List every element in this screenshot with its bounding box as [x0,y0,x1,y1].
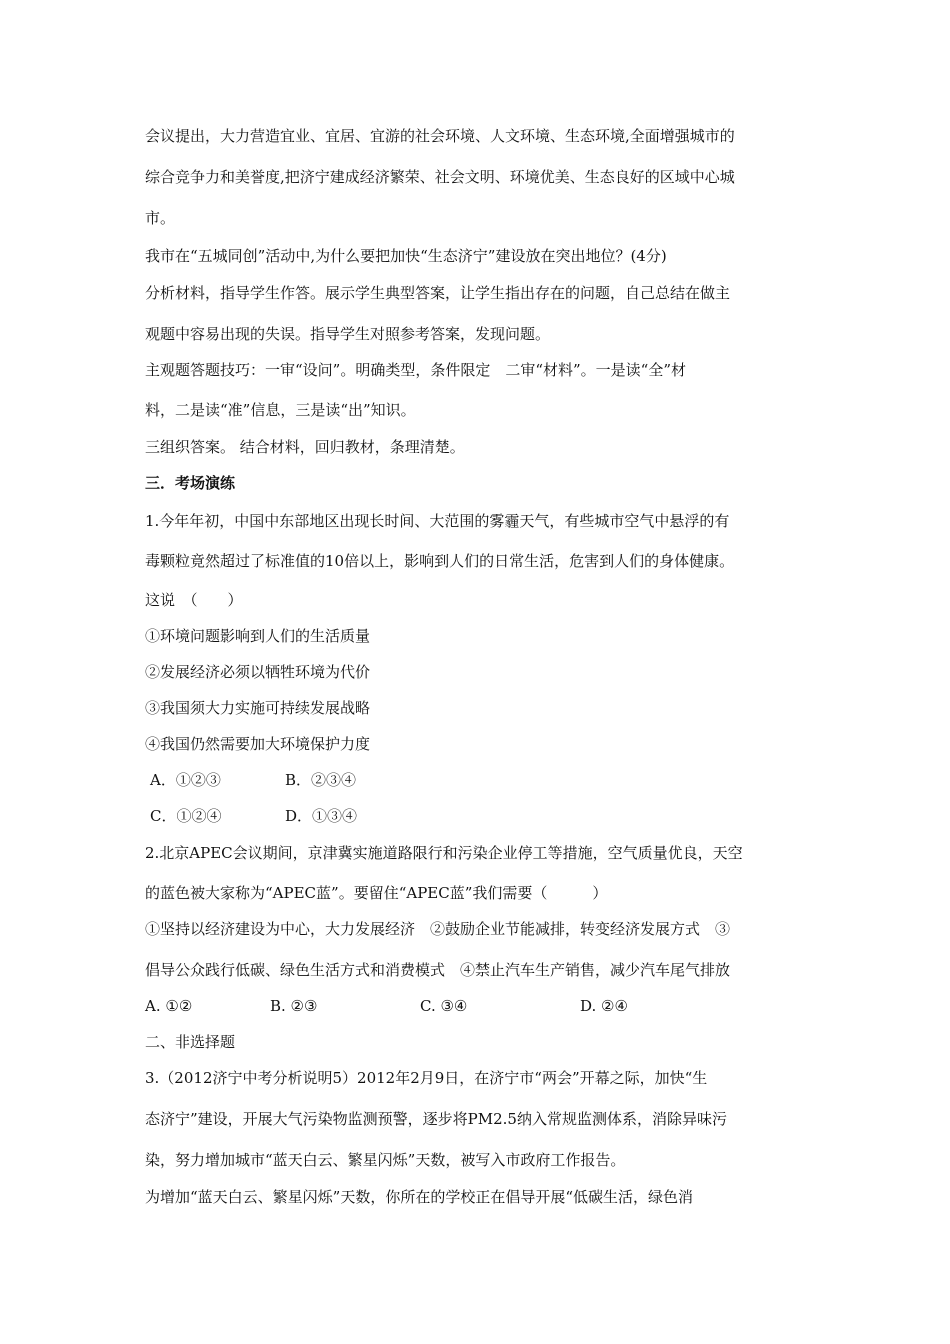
statement-item: ④我国仍然需要加大环境保护力度 [145,735,371,753]
question-stem: 为增加“蓝天白云、繁星闪烁”天数，你所在的学校正在倡导开展“低碳生活，绿色消 [145,1188,694,1206]
paragraph-line: 分析材料，指导学生作答。展示学生典型答案，让学生指出存在的问题，自己总结在做主 [145,284,731,302]
question-stem: 这说 （ ） [145,591,243,609]
statement-item: ②发展经济必须以牺牲环境为代价 [145,663,371,681]
section-heading: 三．考场演练 [145,474,236,492]
option-a: A. ①② [145,997,193,1015]
question-stem: 的蓝色被大家称为“APEC蓝”。要留住“APEC蓝”我们需要（ ） [145,884,608,902]
question-stem: 态济宁”建设，开展大气污染物监测预警，逐步将PM2.5纳入常规监测体系，消除异味污 [145,1110,727,1128]
option-c: C．①②④ [150,807,222,825]
question-stem: 毒颗粒竟然超过了标准值的10倍以上，影响到人们的日常生活，危害到人们的身体健康。 [145,552,735,570]
section-heading: 二、非选择题 [145,1033,236,1051]
question-stem: 倡导公众践行低碳、绿色生活方式和消费模式 ④禁止汽车生产销售，减少汽车尾气排放 [145,961,731,979]
paragraph-line: 三组织答案。 结合材料，回归教材，条理清楚。 [145,438,465,456]
option-b: B. ②③ [270,997,318,1015]
option-d: D. ②④ [580,997,628,1015]
question-prompt: 我市在“五城同创”活动中,为什么要把加快“生态济宁”建设放在突出地位？(4分) [145,247,667,265]
statement-item: ①环境问题影响到人们的生活质量 [145,627,371,645]
option-b: B．②③④ [285,771,357,789]
question-stem: 1.今年年初，中国中东部地区出现长时间、大范围的雾霾天气，有些城市空气中悬浮的有 [145,512,730,530]
paragraph-line: 会议提出，大力营造宜业、宜居、宜游的社会环境、人文环境、生态环境,全面增强城市的 [145,127,735,145]
paragraph-line: 主观题答题技巧：一审“设问”。明确类型，条件限定 二审“材料”。一是读“全”材 [145,361,687,379]
question-stem: 染，努力增加城市“蓝天白云、繁星闪烁”天数，被写入市政府工作报告。 [145,1151,626,1169]
option-a: A．①②③ [150,771,221,789]
paragraph-line: 料，二是读“准”信息，三是读“出”知识。 [145,401,416,419]
option-c: C. ③④ [420,997,468,1015]
question-stem: 3.（2012济宁中考分析说明5）2012年2月9日，在济宁市“两会”开幕之际，加快“生 [145,1069,708,1087]
option-d: D．①③④ [285,807,358,825]
question-stem: ①坚持以经济建设为中心，大力发展经济 ②鼓励企业节能减排，转变经济发展方式 ③ [145,920,731,938]
paragraph-line: 市。 [145,209,176,227]
paragraph-line: 综合竞争力和美誉度,把济宁建成经济繁荣、社会文明、环境优美、生态良好的区域中心城 [145,168,735,186]
paragraph-line: 观题中容易出现的失误。指导学生对照参考答案，发现问题。 [145,325,551,343]
question-stem: 2.北京APEC会议期间，京津冀实施道路限行和污染企业停工等措施，空气质量优良，天空 [145,844,743,862]
statement-item: ③我国须大力实施可持续发展战略 [145,699,371,717]
